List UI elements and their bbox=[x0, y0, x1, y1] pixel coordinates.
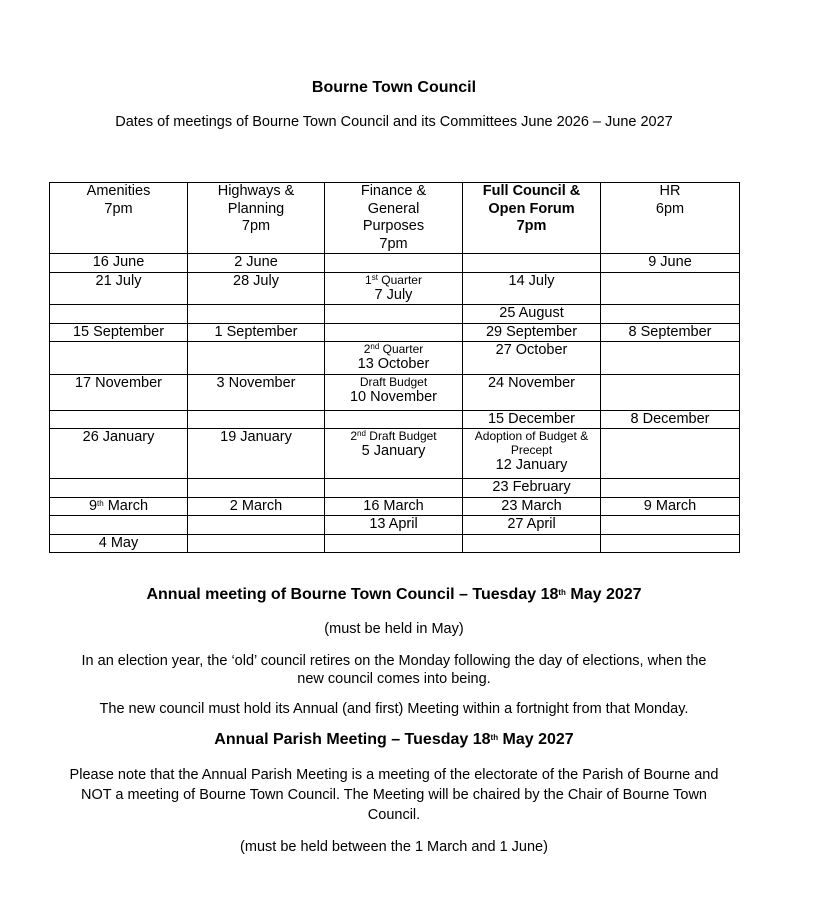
table-cell: 28 July bbox=[188, 272, 325, 305]
table-cell bbox=[325, 254, 463, 273]
table-cell: 29 September bbox=[463, 323, 601, 342]
table-row bbox=[50, 342, 740, 375]
table-cell: 2nd Quarter 13 October bbox=[325, 342, 463, 375]
table-cell: 16 March bbox=[325, 497, 463, 516]
annual-meeting-heading: Annual meeting of Bourne Town Council – Tuesday 18th May 2027 bbox=[146, 586, 642, 603]
table-cell: 27 April bbox=[463, 516, 601, 535]
header-amenities: Amenities 7pm bbox=[50, 183, 188, 254]
document-subtitle: Dates of meetings of Bourne Town Council and its Committees June 2026 – June 2027 bbox=[115, 114, 673, 130]
table-cell bbox=[463, 254, 601, 273]
table-cell bbox=[601, 272, 740, 305]
parish-meeting-heading: Annual Parish Meeting – Tuesday 18th May 2027 bbox=[214, 731, 574, 748]
table-row bbox=[50, 323, 740, 342]
table-cell: 1st Quarter 7 July bbox=[325, 272, 463, 305]
table-cell bbox=[601, 305, 740, 324]
table-cell bbox=[601, 374, 740, 410]
table-cell: 9 June bbox=[601, 254, 740, 273]
table-cell bbox=[188, 342, 325, 375]
table-cell bbox=[188, 410, 325, 429]
table-cell bbox=[50, 305, 188, 324]
table-cell bbox=[50, 410, 188, 429]
table-row bbox=[50, 305, 740, 324]
table-cell: Draft Budget 10 November bbox=[325, 374, 463, 410]
table-cell bbox=[325, 410, 463, 429]
table-cell: 9 March bbox=[601, 497, 740, 516]
table-cell bbox=[601, 479, 740, 498]
table-cell bbox=[188, 479, 325, 498]
table-cell bbox=[601, 516, 740, 535]
table-row bbox=[50, 429, 740, 479]
table-cell bbox=[50, 479, 188, 498]
table-row bbox=[50, 374, 740, 410]
table-cell: 2nd Draft Budget 5 January bbox=[325, 429, 463, 479]
annual-meeting-note: (must be held in May) bbox=[324, 621, 464, 637]
table-cell bbox=[188, 516, 325, 535]
table-row bbox=[50, 516, 740, 535]
table-cell bbox=[463, 534, 601, 553]
table-cell: 2 March bbox=[188, 497, 325, 516]
table-cell bbox=[325, 479, 463, 498]
table-cell: 3 November bbox=[188, 374, 325, 410]
table-cell: 21 July bbox=[50, 272, 188, 305]
table-cell: 14 July bbox=[463, 272, 601, 305]
table-row bbox=[50, 534, 740, 553]
table-cell: 2 June bbox=[188, 254, 325, 273]
table-cell bbox=[325, 305, 463, 324]
table-cell: 1 September bbox=[188, 323, 325, 342]
table-cell bbox=[601, 534, 740, 553]
table-cell bbox=[601, 342, 740, 375]
meetings-schedule-table bbox=[49, 182, 740, 553]
table-row bbox=[50, 254, 740, 273]
table-cell: 26 January bbox=[50, 429, 188, 479]
table-row bbox=[50, 479, 740, 498]
table-cell: 13 April bbox=[325, 516, 463, 535]
table-cell: 16 June bbox=[50, 254, 188, 273]
header-highways-planning: Highways & Planning 7pm bbox=[188, 183, 325, 254]
table-cell: 24 November bbox=[463, 374, 601, 410]
table-cell: 9th March bbox=[50, 497, 188, 516]
table-cell bbox=[50, 516, 188, 535]
election-year-paragraph: In an election year, the ‘old’ council retires on the Monday following the day of elections, when the new council comes into being. bbox=[81, 653, 707, 687]
header-finance-general-purposes: Finance & General Purposes 7pm bbox=[325, 183, 463, 254]
new-council-paragraph: The new council must hold its Annual (and first) Meeting within a fortnight from that Monday. bbox=[99, 701, 689, 717]
table-row bbox=[50, 410, 740, 429]
table-header-row bbox=[50, 183, 740, 254]
table-cell: 15 December bbox=[463, 410, 601, 429]
table-cell: 15 September bbox=[50, 323, 188, 342]
table-cell: 27 October bbox=[463, 342, 601, 375]
table-cell bbox=[188, 534, 325, 553]
table-cell bbox=[325, 534, 463, 553]
table-cell: 19 January bbox=[188, 429, 325, 479]
table-cell: Adoption of Budget & Precept 12 January bbox=[463, 429, 601, 479]
header-hr: HR 6pm bbox=[601, 183, 740, 254]
table-cell bbox=[325, 323, 463, 342]
table-cell: 25 August bbox=[463, 305, 601, 324]
document-title: Bourne Town Council bbox=[311, 79, 477, 96]
header-full-council-open-forum: Full Council & Open Forum 7pm bbox=[463, 183, 601, 254]
table-cell bbox=[601, 429, 740, 479]
parish-meeting-note: (must be held between the 1 March and 1 June) bbox=[240, 839, 548, 855]
table-cell: 23 February bbox=[463, 479, 601, 498]
table-cell: 8 September bbox=[601, 323, 740, 342]
table-cell: 4 May bbox=[50, 534, 188, 553]
table-cell bbox=[50, 342, 188, 375]
table-cell: 8 December bbox=[601, 410, 740, 429]
table-cell: 23 March bbox=[463, 497, 601, 516]
table-row bbox=[50, 497, 740, 516]
table-cell bbox=[188, 305, 325, 324]
table-row bbox=[50, 272, 740, 305]
table-cell: 17 November bbox=[50, 374, 188, 410]
parish-meeting-paragraph: Please note that the Annual Parish Meeting is a meeting of the electorate of the Parish of Bourne and NOT a meeting of Bourne Town Council. The Meeting will be chaired by the Chair of Bourne Town Council. bbox=[69, 767, 719, 823]
